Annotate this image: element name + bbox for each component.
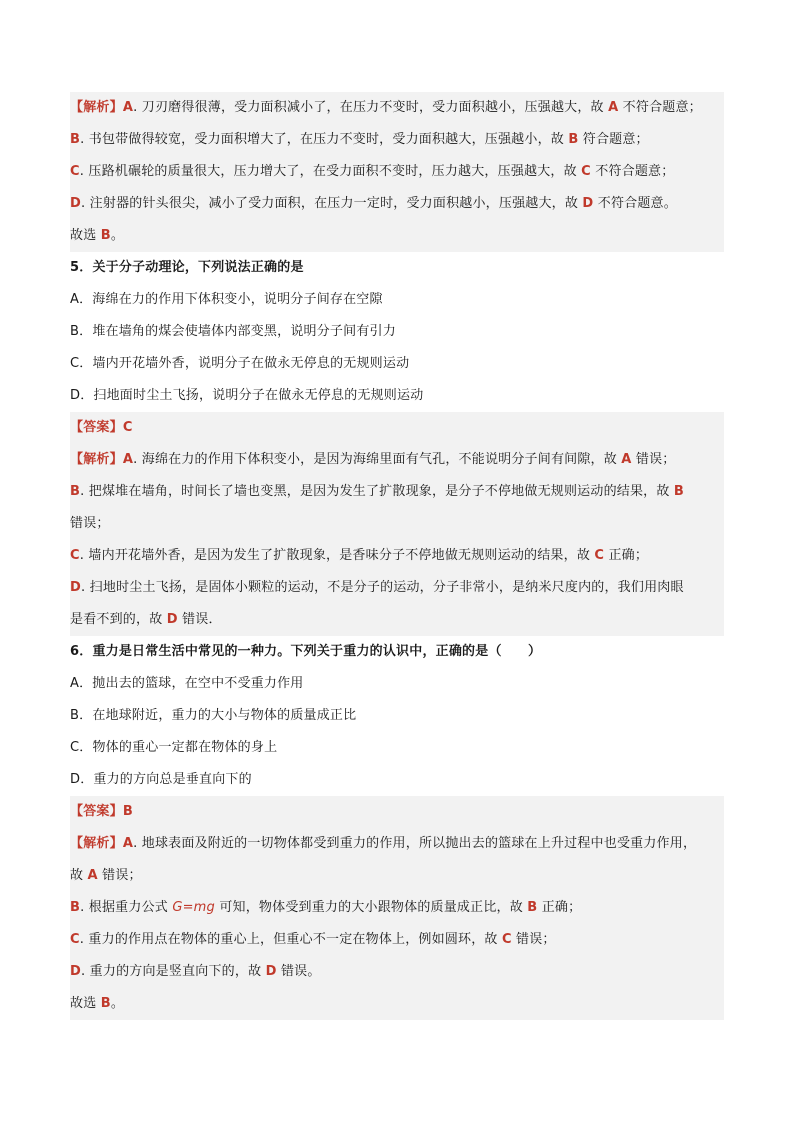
analysis-line-b: B. 把煤堆在墙角，时间长了墙也变黑，是因为发生了扩散现象，是分子不停地做无规则运动的结果，故 B — [70, 484, 685, 499]
analysis-tag: 【解析】 — [70, 452, 123, 467]
analysis-line-a: 【解析】A. 海绵在力的作用下体积变小，是因为海绵里面有气孔，不能说明分子间有间隙，故 A 错误； — [70, 452, 676, 467]
answer-line — [70, 412, 724, 444]
question-stem: 5．关于分子动理论，下列说法正确的是 — [70, 260, 304, 275]
analysis-line-c: C. 重力的作用点在物体的重心上，但重心不一定在物体上，例如圆环，故 C 错误； — [70, 932, 556, 947]
conclusion-line: 故选 B。 — [70, 996, 125, 1011]
analysis-line-d: D. 扫地时尘土飞扬，是固体小颗粒的运动，不是分子的运动，分子非常小，是纳米尺度内的，我们用肉眼 — [70, 580, 684, 595]
question-6 — [70, 636, 724, 796]
option-a: A．抛出去的篮球，在空中不受重力作用 — [70, 676, 304, 691]
question-5 — [70, 252, 724, 412]
analysis-line-d: D. 重力的方向是竖直向下的，故 D 错误。 — [70, 964, 321, 979]
answer-value: C — [122, 420, 133, 435]
option-d: D．重力的方向总是垂直向下的 — [70, 772, 252, 787]
option-c: C．墙内开花墙外香，说明分子在做永无停息的无规则运动 — [70, 356, 410, 371]
analysis-line-c: C. 墙内开花墙外香，是因为发生了扩散现象，是香味分子不停地做无规则运动的结果，故 C 正确； — [70, 548, 649, 563]
option-b: B．堆在墙角的煤会使墙体内部变黑，说明分子间有引力 — [70, 324, 396, 339]
analysis-line-d-cont: 是看不到的，故 D 错误． — [70, 612, 222, 627]
analysis-tag: 【解析】 — [70, 836, 123, 851]
conclusion-line: 故选 B。 — [70, 228, 125, 243]
answer-value: B — [122, 804, 133, 819]
answer-line — [70, 796, 724, 828]
option-b: B．在地球附近，重力的大小与物体的质量成正比 — [70, 708, 357, 723]
analysis-line-b: B. 根据重力公式 G=mg 可知，物体受到重力的大小跟物体的质量成正比，故 B 正确； — [70, 900, 582, 915]
answer-block-q6 — [70, 796, 724, 1020]
analysis-line-a: 【解析】A. 地球表面及附近的一切物体都受到重力的作用，所以抛出去的篮球在上升过程中也受重力作用， — [70, 836, 697, 851]
option-c: C．物体的重心一定都在物体的身上 — [70, 740, 278, 755]
document-page — [70, 92, 724, 1020]
formula: G=mg — [172, 900, 215, 915]
analysis-line-c: C. 压路机碾轮的质量很大，压力增大了，在受力面积不变时，压力越大，压强越大，故 C 不符合题意； — [70, 164, 675, 179]
analysis-block-q4 — [70, 92, 724, 252]
answer-tag: 【答案】 — [70, 420, 123, 435]
analysis-line-b: B. 书包带做得较宽，受力面积增大了，在压力不变时，受力面积越大，压强越小，故 B 符合题意； — [70, 132, 649, 147]
analysis-line-a: 【解析】A. 刀刃磨得很薄，受力面积减小了，在压力不变时，受力面积越小，压强越大，故 A 不符合题意； — [70, 100, 702, 115]
answer-tag: 【答案】 — [70, 804, 123, 819]
option-a: A．海绵在力的作用下体积变小，说明分子间存在空隙 — [70, 292, 383, 307]
analysis-line-d: D. 注射器的针头很尖，减小了受力面积，在压力一定时，受力面积越小，压强越大，故 D 不符合题意。 — [70, 196, 677, 211]
analysis-tag: 【解析】 — [70, 100, 123, 115]
option-d: D．扫地面时尘土飞扬，说明分子在做永无停息的无规则运动 — [70, 388, 424, 403]
analysis-line-b-cont: 错误； — [70, 516, 110, 531]
answer-block-q5 — [70, 412, 724, 636]
analysis-line-a-cont: 故 A 错误； — [70, 868, 142, 883]
question-stem: 6．重力是日常生活中常见的一种力。下列关于重力的认识中，正确的是（ ） — [70, 644, 542, 659]
